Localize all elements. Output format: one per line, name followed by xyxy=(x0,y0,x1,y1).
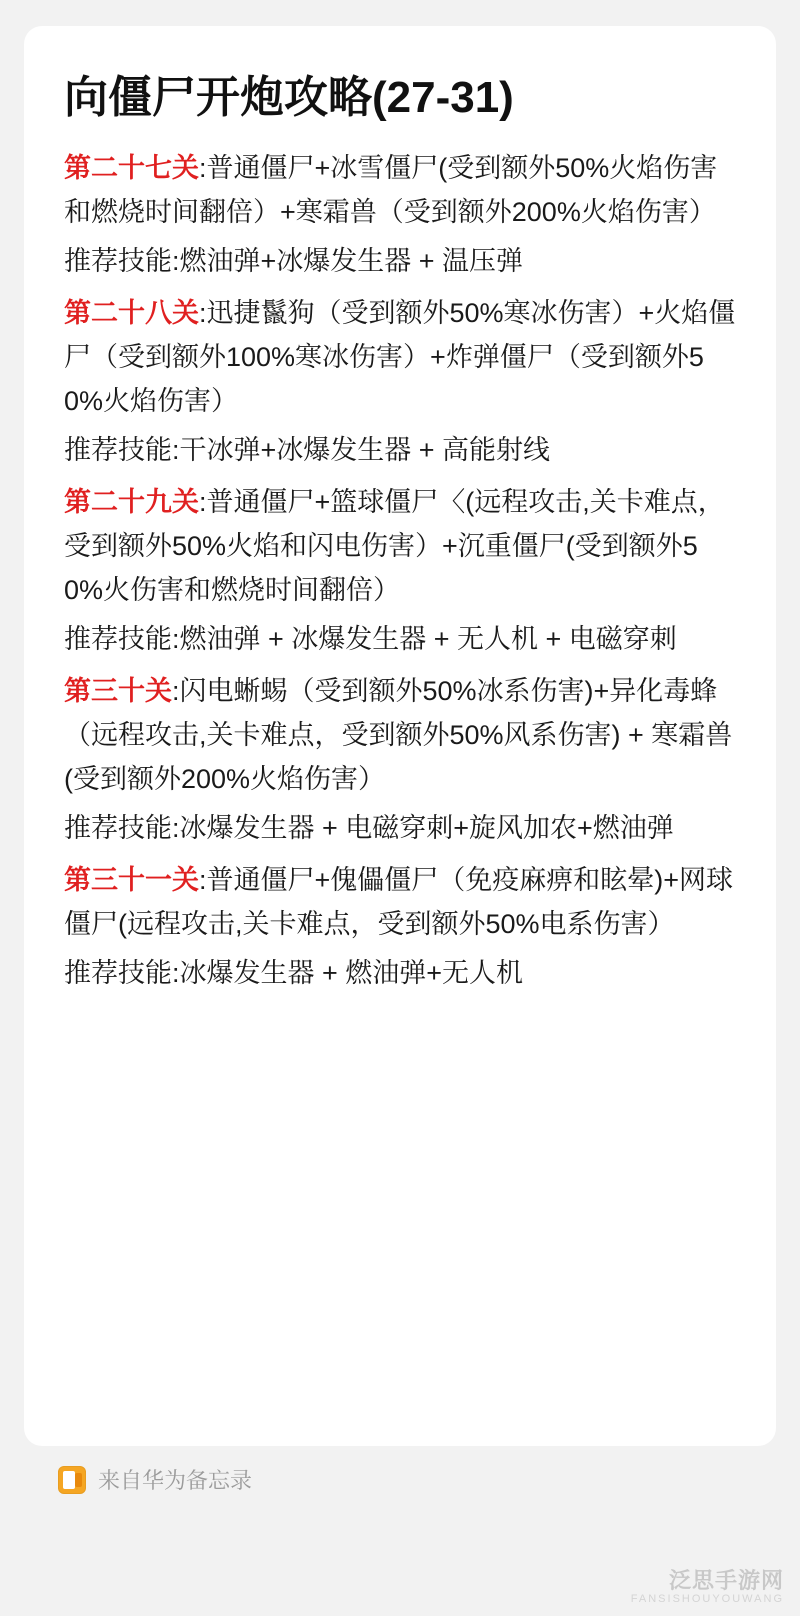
level-skills: 推荐技能:冰爆发生器 + 燃油弹+无人机 xyxy=(64,958,524,989)
level-description xyxy=(64,292,736,423)
level-label: 第三十一关 xyxy=(64,865,199,896)
level-enemies: :闪电蜥蜴（受到额外50%冰系伤害)+异化毒蜂（远程攻击,关卡难点，受到额外50%风系伤害) + 寒霜兽(受到额外200%火焰伤害） xyxy=(64,676,733,794)
watermark-main: 泛思手游网 xyxy=(668,1568,784,1594)
page-title: 向僵尸开炮攻略(27-31) xyxy=(64,73,514,122)
level-description xyxy=(64,147,736,234)
level-description xyxy=(64,670,736,801)
level-skills: 推荐技能:干冰弹+冰爆发生器 + 高能射线 xyxy=(64,435,551,466)
level-skills: 推荐技能:燃油弹+冰爆发生器 + 温压弹 xyxy=(64,246,524,277)
level-enemies: :普通僵尸+冰雪僵尸(受到额外50%火焰伤害和燃烧时间翻倍）+寒霜兽（受到额外200%火焰伤害） xyxy=(64,153,718,227)
level-label: 第二十七关 xyxy=(64,153,199,183)
level-block-27 xyxy=(64,147,736,284)
level-description xyxy=(64,859,736,946)
memo-icon xyxy=(58,1466,86,1494)
note-source-label: 来自华为备忘录 xyxy=(98,1468,253,1493)
level-block-29 xyxy=(64,481,736,662)
level-label: 第三十关 xyxy=(64,676,172,707)
level-block-28 xyxy=(64,292,736,473)
level-block-30 xyxy=(64,670,736,851)
note-card xyxy=(24,26,776,1446)
note-source-footer xyxy=(24,1446,776,1495)
level-label: 第二十八关 xyxy=(64,298,199,329)
watermark-sub: FANSISHOUYOUWANG xyxy=(630,1593,784,1606)
level-label: 第二十九关 xyxy=(64,487,199,518)
level-skills: 推荐技能:燃油弹 + 冰爆发生器 + 无人机 + 电磁穿刺 xyxy=(64,624,677,655)
level-block-31 xyxy=(64,859,736,996)
watermark xyxy=(631,1568,784,1606)
level-enemies: :迅捷鬣狗（受到额外50%寒冰伤害）+火焰僵尸（受到额外100%寒冰伤害）+炸弹僵尸（受到额外50%火焰伤害） xyxy=(64,298,736,416)
level-skills: 推荐技能:冰爆发生器 + 电磁穿刺+旋风加农+燃油弹 xyxy=(64,813,674,844)
level-description xyxy=(64,481,736,612)
level-enemies: :普通僵尸+篮球僵尸〈(远程攻击,关卡难点，受到额外50%火焰和闪电伤害）+沉重僵尸(受到额外50%火伤害和燃烧时间翻倍） xyxy=(64,487,725,605)
level-enemies: :普通僵尸+傀儡僵尸（免疫麻痹和眩晕)+网球僵尸(远程攻击,关卡难点，受到额外50%电系伤害） xyxy=(64,865,734,939)
